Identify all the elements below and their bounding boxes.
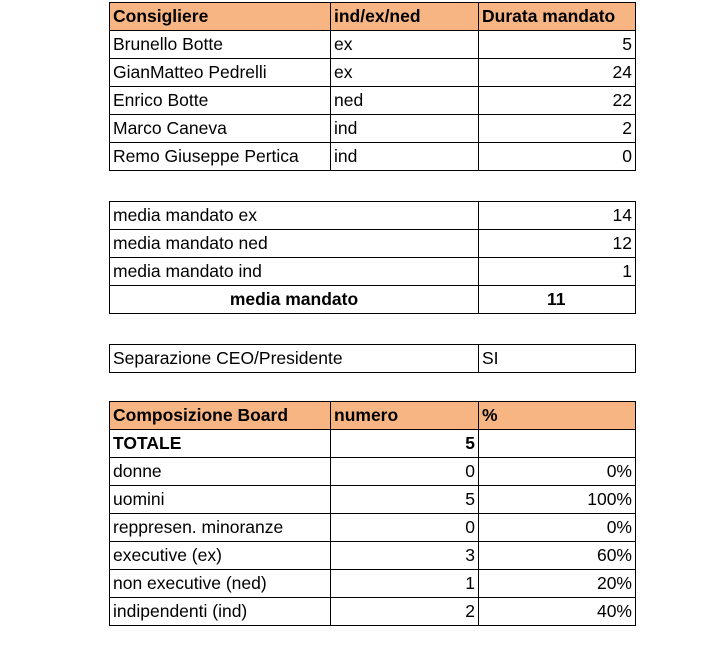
table-row xyxy=(110,542,636,570)
table-row xyxy=(110,345,636,373)
header-numero[interactable]: numero xyxy=(331,402,479,430)
header-percentuale[interactable]: % xyxy=(479,402,636,430)
cell-total-label[interactable]: media mandato xyxy=(110,286,479,314)
cell-label[interactable]: TOTALE xyxy=(110,430,331,458)
cell-label[interactable]: non executive (ned) xyxy=(110,570,331,598)
table-row xyxy=(110,87,636,115)
header-composizione[interactable]: Composizione Board xyxy=(110,402,331,430)
cell-name[interactable]: GianMatteo Pedrelli xyxy=(110,59,331,87)
cell-label[interactable]: media mandato ned xyxy=(110,230,479,258)
cell-name[interactable]: Enrico Botte xyxy=(110,87,331,115)
header-consigliere[interactable]: Consigliere xyxy=(110,3,331,31)
table-row xyxy=(110,143,636,171)
table-row xyxy=(110,115,636,143)
table-row xyxy=(110,514,636,542)
total-row xyxy=(110,286,636,314)
cell-total-value[interactable]: 11 xyxy=(479,286,636,314)
cell-label[interactable]: reppresen. minoranze xyxy=(110,514,331,542)
table-row xyxy=(110,430,636,458)
cell-pct[interactable]: 0% xyxy=(479,514,636,542)
cell-numero[interactable]: 0 xyxy=(331,514,479,542)
table-row xyxy=(110,598,636,626)
cell-numero[interactable]: 5 xyxy=(331,486,479,514)
cell-label[interactable]: Separazione CEO/Presidente xyxy=(110,345,479,373)
cell-name[interactable]: Marco Caneva xyxy=(110,115,331,143)
cell-numero[interactable]: 5 xyxy=(331,430,479,458)
table-row xyxy=(110,570,636,598)
table-row xyxy=(110,258,636,286)
table-row xyxy=(110,202,636,230)
cell-type[interactable]: ned xyxy=(331,87,479,115)
composizione-board-table xyxy=(109,401,636,626)
cell-value[interactable]: 14 xyxy=(479,202,636,230)
header-tipo[interactable]: ind/ex/ned xyxy=(331,3,479,31)
cell-name[interactable]: Remo Giuseppe Pertica xyxy=(110,143,331,171)
cell-pct[interactable] xyxy=(479,430,636,458)
cell-type[interactable]: ex xyxy=(331,31,479,59)
cell-value[interactable]: 1 xyxy=(479,258,636,286)
table-row xyxy=(110,458,636,486)
cell-durata[interactable]: 2 xyxy=(479,115,636,143)
cell-label[interactable]: uomini xyxy=(110,486,331,514)
cell-label[interactable]: executive (ex) xyxy=(110,542,331,570)
cell-value[interactable]: 12 xyxy=(479,230,636,258)
header-durata-mandato[interactable]: Durata mandato xyxy=(479,3,636,31)
cell-pct[interactable]: 0% xyxy=(479,458,636,486)
cell-name[interactable]: Brunello Botte xyxy=(110,31,331,59)
table-header-row xyxy=(110,3,636,31)
cell-durata[interactable]: 24 xyxy=(479,59,636,87)
cell-numero[interactable]: 3 xyxy=(331,542,479,570)
table-row xyxy=(110,31,636,59)
cell-label[interactable]: donne xyxy=(110,458,331,486)
table-row xyxy=(110,230,636,258)
cell-type[interactable]: ind xyxy=(331,115,479,143)
cell-durata[interactable]: 22 xyxy=(479,87,636,115)
cell-value[interactable]: SI xyxy=(479,345,636,373)
table-row xyxy=(110,486,636,514)
cell-numero[interactable]: 1 xyxy=(331,570,479,598)
cell-durata[interactable]: 0 xyxy=(479,143,636,171)
cell-type[interactable]: ind xyxy=(331,143,479,171)
board-members-table xyxy=(109,2,636,171)
cell-pct[interactable]: 100% xyxy=(479,486,636,514)
cell-label[interactable]: media mandato ind xyxy=(110,258,479,286)
cell-type[interactable]: ex xyxy=(331,59,479,87)
cell-durata[interactable]: 5 xyxy=(479,31,636,59)
cell-numero[interactable]: 0 xyxy=(331,458,479,486)
table-header-row xyxy=(110,402,636,430)
cell-pct[interactable]: 60% xyxy=(479,542,636,570)
cell-label[interactable]: media mandato ex xyxy=(110,202,479,230)
cell-pct[interactable]: 20% xyxy=(479,570,636,598)
separazione-table xyxy=(109,344,636,373)
cell-numero[interactable]: 2 xyxy=(331,598,479,626)
media-mandato-table xyxy=(109,201,636,314)
table-row xyxy=(110,59,636,87)
cell-label[interactable]: indipendenti (ind) xyxy=(110,598,331,626)
cell-pct[interactable]: 40% xyxy=(479,598,636,626)
